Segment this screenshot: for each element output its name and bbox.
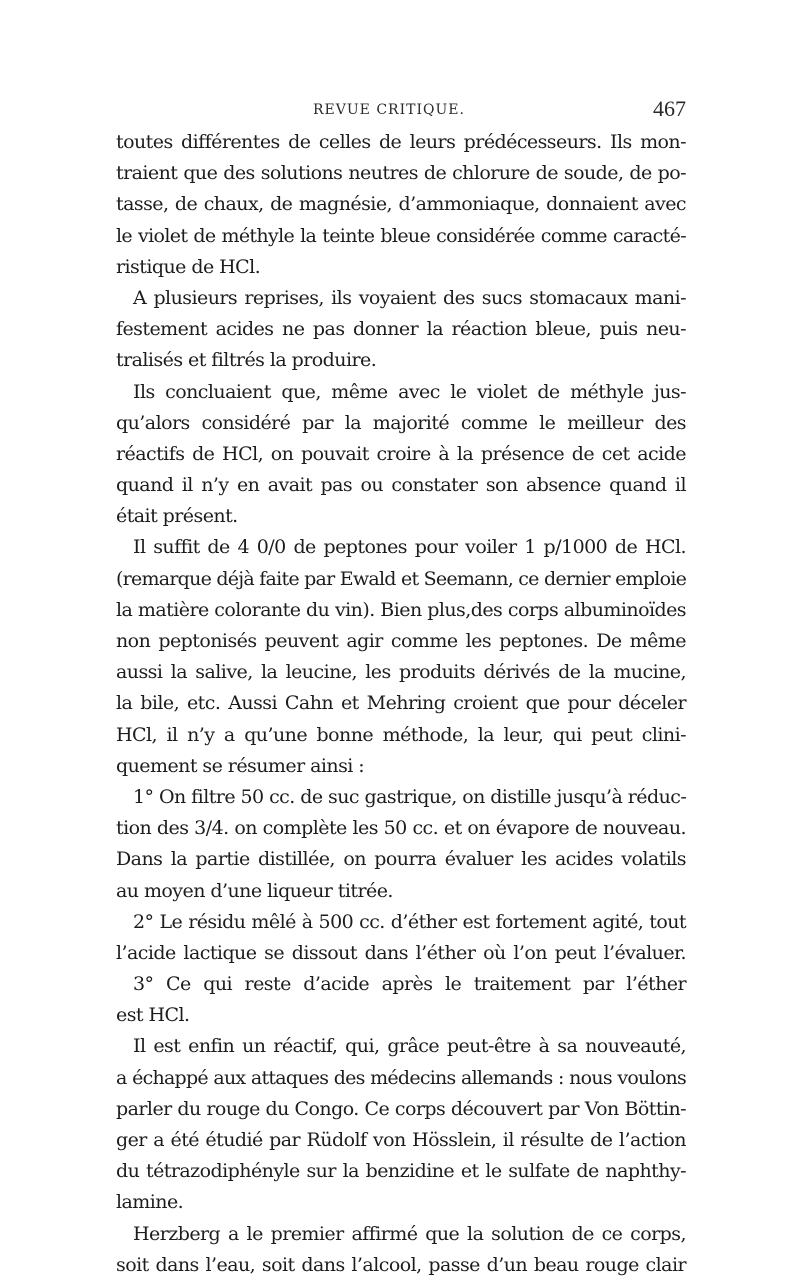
text-line: lamine. (116, 1191, 184, 1214)
text-line: tasse, de chaux, de magnésie, d’ammoniaque, donnaient avec (116, 193, 686, 216)
text-line: (remarque déjà faite par Ewald et Seemann, ce dernier emploie (116, 567, 687, 590)
text-line: quand il n’y en avait pas ou constater son absence quand il (116, 474, 686, 497)
text-line: l’acide lactique se dissout dans l’éther où l’on peut l’évaluer. (116, 941, 686, 964)
running-title: REVUE CRITIQUE. (313, 102, 465, 118)
text-line: était présent. (116, 505, 238, 528)
text-line: tion des 3/4. on complète les 50 cc. et on évapore de nouveau. (116, 817, 686, 840)
text-line: la bile, etc. Aussi Cahn et Mehring croient que pour déceler (116, 692, 686, 715)
text-line: le violet de méthyle la teinte bleue considérée comme caracté- (116, 224, 686, 247)
text-line: la matière colorante du vin). Bien plus,des corps albuminoïdes (116, 598, 686, 621)
text-line: Herzberg a le premier affirmé que la solution de ce corps, (133, 1222, 686, 1245)
text-line: Il suffit de 4 0/0 de peptones pour voiler 1 p/1000 de HCl. (133, 536, 686, 559)
text-line: Il est enfin un réactif, qui, grâce peut-être à sa nouveauté, (133, 1035, 686, 1058)
text-line: soit dans l’eau, soit dans l’alcool, passe d’un beau rouge clair (116, 1253, 686, 1276)
text-line: ger a été étudié par Rüdolf von Hösslein, il résulte de l’action (116, 1129, 686, 1151)
text-line: 1° On filtre 50 cc. de suc gastrique, on distille jusqu’à réduc- (133, 785, 687, 808)
text-line: au moyen d’une liqueur titrée. (116, 879, 393, 902)
text-line: traient que des solutions neutres de chlorure de soude, de po- (116, 162, 686, 185)
text-line: a échappé aux attaques des médecins allemands : nous voulons (116, 1066, 686, 1089)
text-line: est HCl. (116, 1004, 190, 1027)
text-line: réactifs de HCl, on pouvait croire à la présence de cet acide (116, 442, 686, 465)
text-line: festement acides ne pas donner la réaction bleue, puis neu- (116, 318, 686, 341)
page-header (116, 96, 686, 126)
text-line: toutes différentes de celles de leurs prédécesseurs. Ils mon- (116, 131, 686, 153)
text-line: non peptonisés peuvent agir comme les peptones. De même (116, 630, 686, 652)
text-line: 2° Le résidu mêlé à 500 cc. d’éther est fortement agité, tout (133, 910, 686, 933)
text-line: Dans la partie distillée, on pourra évaluer les acides volatils (116, 848, 686, 871)
text-line: A plusieurs reprises, ils voyaient des sucs stomacaux mani- (133, 286, 686, 309)
text-line: ristique de HCl. (116, 255, 261, 278)
text-line: qu’alors considéré par la majorité comme le meilleur des (116, 411, 686, 434)
text-line: tralisés et filtrés la produire. (116, 349, 377, 372)
page-number: 467 (653, 96, 686, 121)
text-line: quement se résumer ainsi : (116, 754, 365, 777)
text-line: 3° Ce qui reste d’acide après le traitement par l’éther (133, 973, 686, 996)
text-line: aussi la salive, la leucine, les produits dérivés de la mucine, (116, 661, 686, 684)
text-line: parler du rouge du Congo. Ce corps découvert par Von Böttin- (116, 1097, 686, 1120)
body-text (116, 127, 686, 1281)
text-line: Ils concluaient que, même avec le violet de méthyle jus- (133, 380, 686, 403)
text-line: HCl, il n’y a qu’une bonne méthode, la leur, qui peut clini- (116, 723, 686, 746)
text-line: du tétrazodiphényle sur la benzidine et le sulfate de naphthy- (116, 1160, 686, 1183)
